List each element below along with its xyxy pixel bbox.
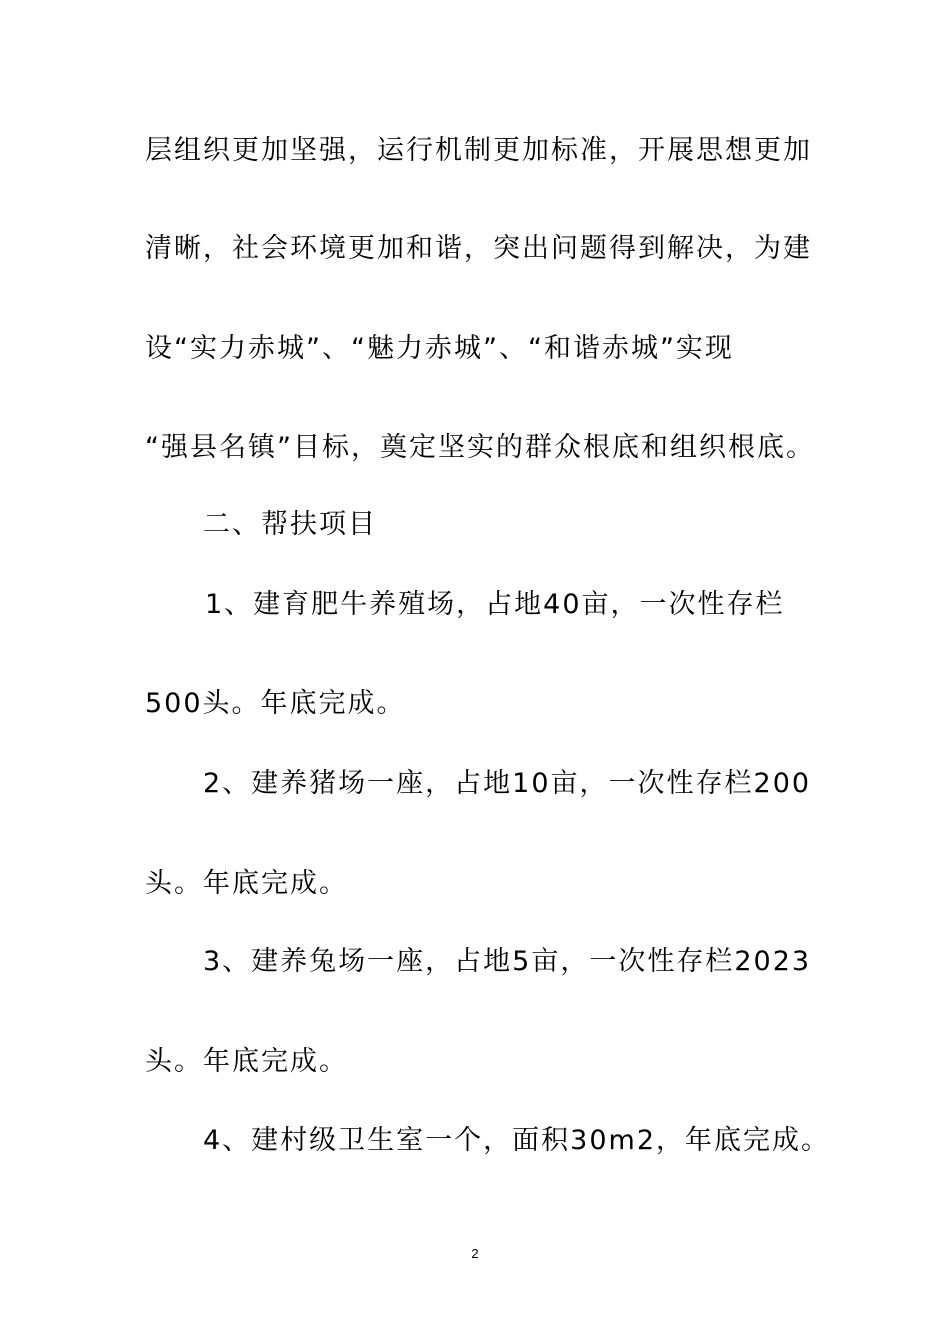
page-number: 2 — [471, 1246, 479, 1261]
section-heading: 二、帮扶项目 — [203, 509, 377, 540]
list-item-continuation: 头。年底完成。 — [145, 868, 348, 899]
list-item-continuation: 头。年底完成。 — [145, 1046, 348, 1077]
body-text-line: 设“实力赤城”、“魅力赤城”、“和谐赤城”实现 — [145, 333, 734, 364]
body-text-line: 层组织更加坚强，运行机制更加标准，开展思想更加 — [145, 135, 812, 166]
list-item: 2、建养猪场一座，占地10亩，一次性存栏200 — [203, 768, 812, 799]
list-item: 3、建养兔场一座，占地5亩，一次性存栏2023 — [203, 946, 812, 977]
body-text-line: 清晰，社会环境更加和谐，突出问题得到解决，为建 — [145, 233, 812, 264]
list-item: 4、建村级卫生室一个，面积30m2，年底完成。 — [203, 1125, 831, 1156]
list-item-continuation: 500头。年底完成。 — [145, 688, 406, 719]
body-text-line: “强县名镇”目标，奠定坚实的群众根底和组织根底。 — [145, 432, 815, 463]
list-item: 1、建育肥牛养殖场，占地40亩，一次性存栏 — [205, 589, 785, 620]
